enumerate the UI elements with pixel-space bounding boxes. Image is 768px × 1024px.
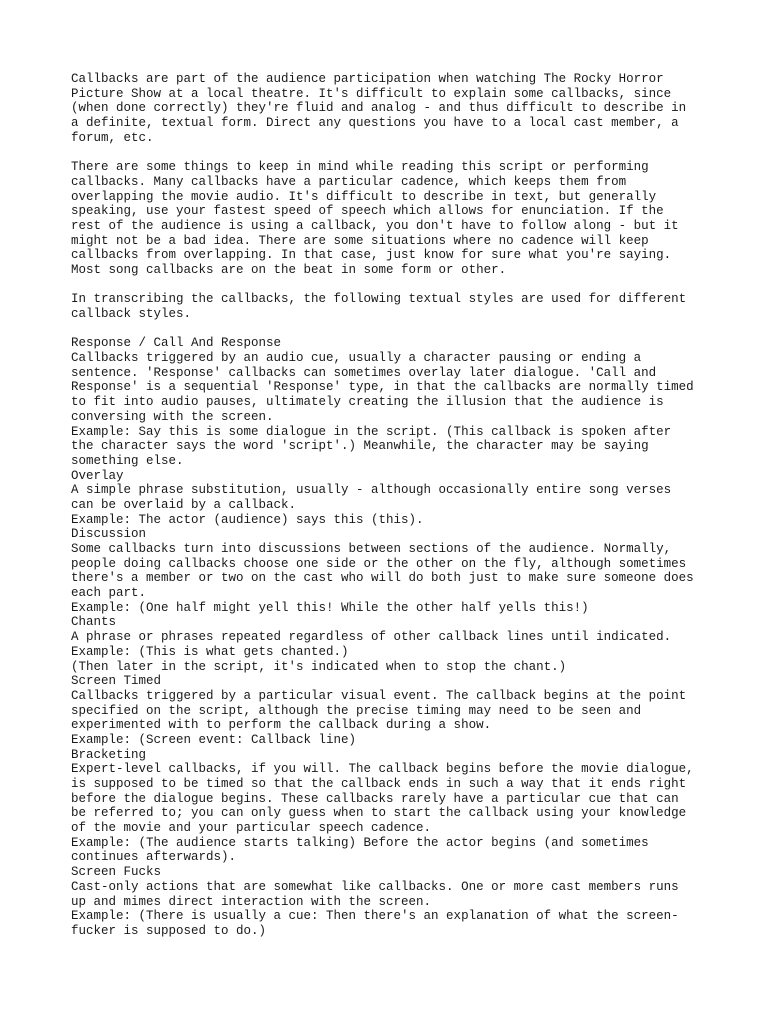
text-line: might not be a bad idea. There are some situations where no cadence will keep xyxy=(71,233,649,248)
text-line: rest of the audience is using a callback, you don't have to follow along - but it xyxy=(71,218,679,233)
text-line: A phrase or phrases repeated regardless of other callback lines until indicated. xyxy=(71,630,672,645)
text-line: conversing with the screen. xyxy=(71,409,274,424)
text-line: Example: (There is usually a cue: Then there's an explanation of what the screen- xyxy=(71,909,679,924)
text-line: of the movie and your particular speech cadence. xyxy=(71,821,432,836)
text-line: Callbacks triggered by a particular visual event. The callback begins at the point xyxy=(71,688,687,703)
paragraph-gap xyxy=(71,322,711,337)
text-line: Example: (One half might yell this! While the other half yells this!) xyxy=(71,600,589,615)
text-line: sentence. 'Response' callbacks can sometimes overlay later dialogue. 'Call and xyxy=(71,365,657,380)
text-line: Response' is a sequential 'Response' type, in that the callbacks are normally timed xyxy=(71,380,694,395)
text-line: callbacks. Many callbacks have a particular cadence, which keeps them from xyxy=(71,174,627,189)
text-line: can be overlaid by a callback. xyxy=(71,497,297,512)
text-line: Example: (Screen event: Callback line) xyxy=(71,732,357,747)
text-line: Discussion xyxy=(71,527,147,542)
cadence-paragraph xyxy=(71,160,711,278)
text-line: each part. xyxy=(71,586,147,601)
text-line: overlapping the movie audio. It's difficult to describe in text, but generally xyxy=(71,189,657,204)
text-line: is supposed to be timed so that the callback ends in such a way that it ends right xyxy=(71,777,687,791)
text-line: specified on the script, although the precise timing may need to be seen and xyxy=(71,703,642,718)
text-line: callback styles. xyxy=(71,307,192,321)
text-line: A simple phrase substitution, usually - although occasionally entire song verses xyxy=(71,483,672,498)
text-line: Bracketing xyxy=(71,747,147,762)
text-line: Example: (The audience starts talking) Before the actor begins (and sometimes xyxy=(71,835,649,850)
text-line: up and mimes direct interaction with the screen. xyxy=(71,894,432,909)
text-line: (when done correctly) they're fluid and analog - and thus difficult to describe in xyxy=(71,101,687,116)
text-line: there's a member or two on the cast who will do both just to make sure someone does xyxy=(71,571,694,586)
text-line: something else. xyxy=(71,453,184,468)
intro-paragraph xyxy=(71,72,711,145)
text-line: to fit into audio pauses, ultimately creating the illusion that the audience is xyxy=(71,395,664,410)
text-line: speaking, use your fastest speed of speech which allows for enunciation. If the xyxy=(71,204,664,219)
text-line: Expert-level callbacks, if you will. The callback begins before the movie dialogue, xyxy=(71,762,694,777)
text-line: Callbacks are part of the audience participation when watching The Rocky Horror xyxy=(71,72,664,86)
text-line: Overlay xyxy=(71,468,124,483)
text-line: Picture Show at a local theatre. It's difficult to explain some callbacks, since xyxy=(71,86,672,101)
text-line: be referred to; you can only guess when to start the callback using your knowledge xyxy=(71,806,687,821)
text-line: (Then later in the script, it's indicated when to stop the chant.) xyxy=(71,659,567,674)
text-line: Response / Call And Response xyxy=(71,336,282,351)
text-line: a definite, textual form. Direct any questions you have to a local cast member, a xyxy=(71,116,679,131)
text-line: In transcribing the callbacks, the following textual styles are used for different xyxy=(71,292,687,307)
text-line: Callbacks triggered by an audio cue, usually a character pausing or ending a xyxy=(71,351,642,366)
text-line: the character says the word 'script'.) Meanwhile, the character may be saying xyxy=(71,439,649,454)
paragraph-gap xyxy=(71,145,711,160)
text-line: callbacks from overlapping. In that case, just know for sure what you're saying. xyxy=(71,248,672,263)
text-line: experimented with to perform the callback during a show. xyxy=(71,718,492,733)
text-line: Screen Timed xyxy=(71,674,162,689)
text-line: Cast-only actions that are somewhat like callbacks. One or more cast members runs xyxy=(71,879,679,894)
text-line: There are some things to keep in mind while reading this script or performing xyxy=(71,160,649,175)
text-line: forum, etc. xyxy=(71,130,154,145)
text-line: Screen Fucks xyxy=(71,865,162,880)
document-page xyxy=(71,72,711,939)
text-line: fucker is supposed to do.) xyxy=(71,923,267,938)
text-line: Most song callbacks are on the beat in some form or other. xyxy=(71,262,507,277)
text-line: Example: The actor (audience) says this (this). xyxy=(71,512,424,527)
text-line: Chants xyxy=(71,615,117,630)
text-line: Example: (This is what gets chanted.) xyxy=(71,644,349,659)
paragraph-gap xyxy=(71,278,711,293)
text-line: people doing callbacks choose one side or the other on the fly, although sometimes xyxy=(71,556,687,571)
text-line: before the dialogue begins. These callbacks rarely have a particular cue that can xyxy=(71,791,679,806)
styles-intro-paragraph xyxy=(71,292,711,321)
text-line: Example: Say this is some dialogue in the script. (This callback is spoken after xyxy=(71,424,672,439)
text-line: Some callbacks turn into discussions between sections of the audience. Normally, xyxy=(71,542,672,556)
text-line: continues afterwards). xyxy=(71,850,237,865)
callback-styles-section xyxy=(71,336,711,938)
